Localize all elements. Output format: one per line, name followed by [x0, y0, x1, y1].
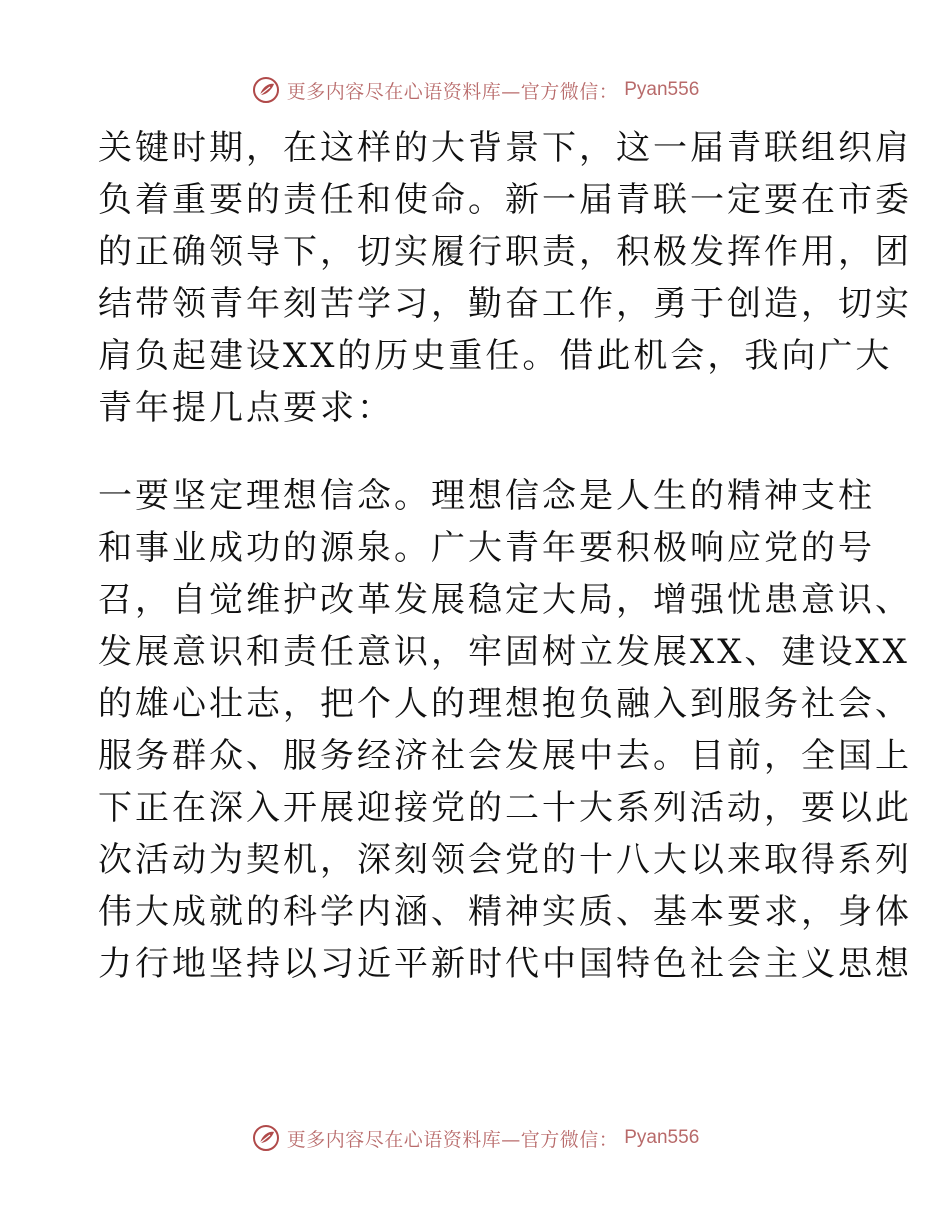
paragraph-2: [98, 470, 912, 990]
text-line: 负着重要的责任和使命。新一届青联一定要在市委: [98, 180, 912, 220]
paragraph-spacer: [98, 434, 858, 470]
text-line: 一要坚定理想信念。理想信念是人生的精神支柱: [98, 476, 875, 516]
text-line: 次活动为契机，深刻领会党的十八大以来取得系列: [98, 840, 912, 880]
document-body: [98, 122, 912, 990]
text-line: 召，自觉维护改革发展稳定大局，增强忧患意识、: [98, 580, 912, 620]
text-line: 的雄心壮志，把个人的理想抱负融入到服务社会、: [98, 684, 912, 724]
text-line: 结带领青年刻苦学习，勤奋工作，勇于创造，切实: [98, 284, 912, 324]
watermark-text: 更多内容尽在心语资料库—官方微信：: [286, 80, 619, 103]
text-line: 的正确领导下，切实履行职责，积极发挥作用，团: [98, 232, 912, 272]
text-line: 力行地坚持以习近平新时代中国特色社会主义思想: [98, 944, 912, 984]
text-line: 关键时期，在这样的大背景下，这一届青联组织肩: [98, 128, 912, 168]
paragraph-1: [98, 122, 912, 434]
watermark-handle: Pyan556: [624, 79, 700, 100]
watermark-handle: Pyan556: [624, 1127, 700, 1148]
text-line: 服务群众、服务经济社会发展中去。目前，全国上: [98, 736, 912, 776]
text-line: 青年提几点要求：: [98, 388, 394, 428]
leaf-logo-icon: [251, 1123, 281, 1153]
text-line: 伟大成就的科学内涵、精神实质、基本要求，身体: [98, 892, 912, 932]
header-watermark: [0, 70, 950, 110]
text-line: 发展意识和责任意识，牢固树立发展XX、建设XX: [98, 632, 910, 672]
watermark-text: 更多内容尽在心语资料库—官方微信：: [286, 1128, 619, 1151]
leaf-logo-icon: [251, 75, 281, 105]
text-line: 肩负起建设XX的历史重任。借此机会，我向广大: [98, 336, 893, 376]
text-line: 下正在深入开展迎接党的二十大系列活动，要以此: [98, 788, 912, 828]
text-line: 和事业成功的源泉。广大青年要积极响应党的号: [98, 528, 875, 568]
footer-watermark: [0, 1118, 950, 1158]
